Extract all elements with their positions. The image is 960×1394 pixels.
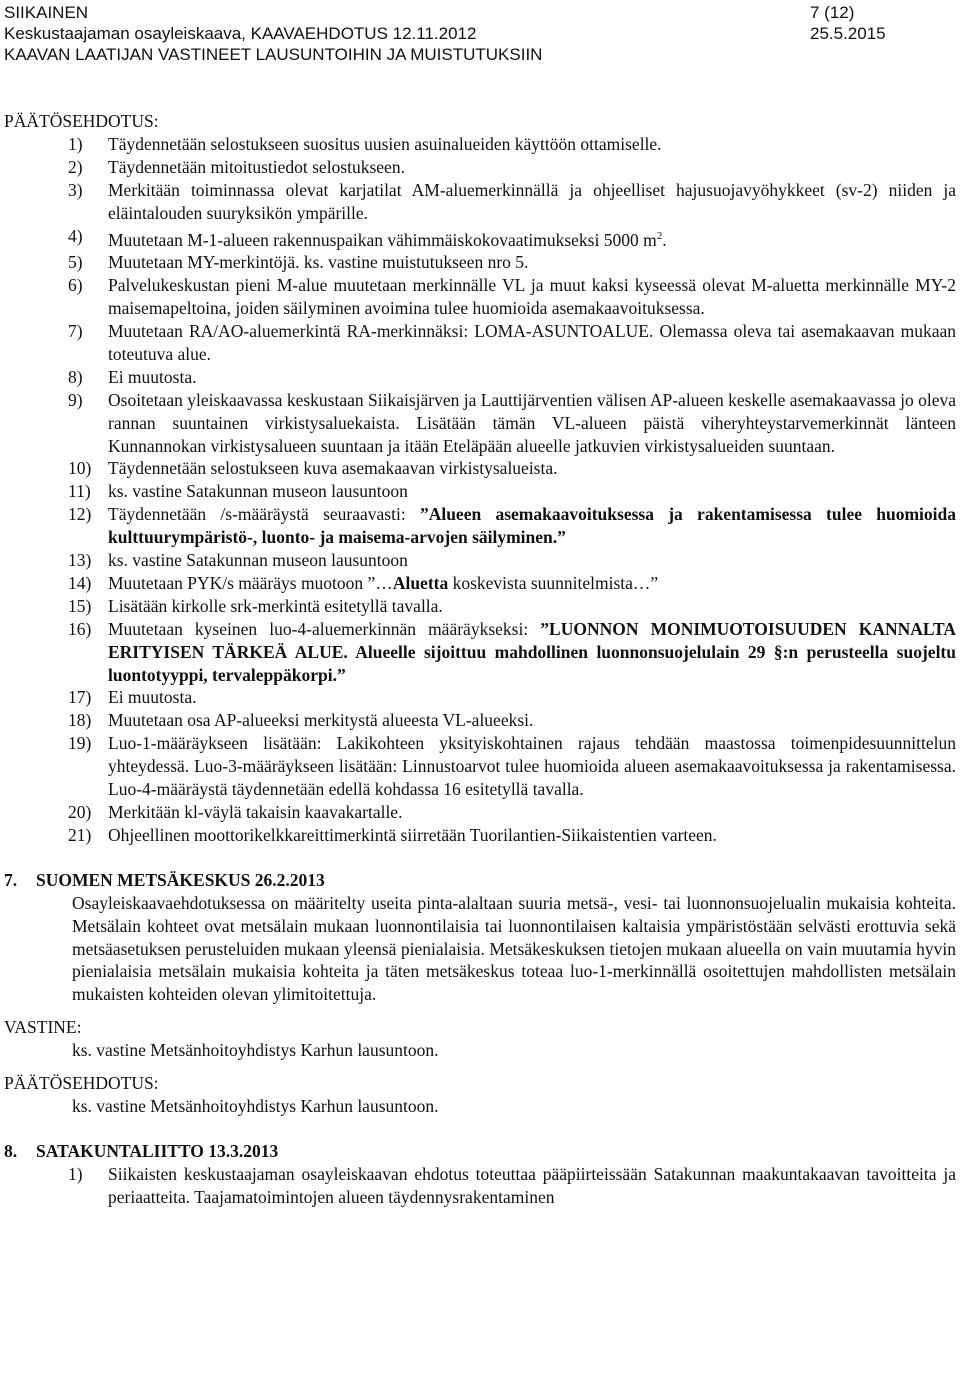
item-number: 17): [68, 687, 92, 708]
section-number: 7.: [4, 869, 18, 890]
item-number: 3): [68, 179, 83, 200]
list-item: [0, 457, 956, 480]
list-item: [0, 1163, 956, 1209]
item-text: Osoitetaan yleiskaavassa keskustaan Siikaisjärven ja Lauttijärventien välisen AP-alueen keskelle asemakaavassa jo oleva rannan suuntainen virkistysaluekaista. Lisätään tämän VL-alueen päistä viheryhteystarvemerkinnät länteen Kunnannokan virkistysalueen suuntaan ja itään Eteläpään alueelle jatkuvien virkistysalueiden suuntaan.: [108, 389, 956, 456]
header-org: SIIKAINEN: [4, 3, 89, 22]
item-number: 7): [68, 320, 83, 341]
item-number: 4): [68, 225, 83, 246]
list-item: [0, 389, 956, 458]
list-item: [0, 156, 956, 179]
item-text: Muutetaan RA/AO-aluemerkintä RA-merkinnäksi: LOMA-ASUNTOALUE. Olemassa oleva tai asemakaavan mukaan toteutuva alue.: [108, 320, 956, 364]
list-item: [0, 225, 956, 252]
document-body: [0, 110, 956, 1209]
item-superscript: 2: [656, 229, 663, 242]
header-doc-title: Keskustaajaman osayleiskaava, KAAVAEHDOTUS 12.11.2012: [4, 24, 477, 43]
item-number: 16): [68, 618, 92, 639]
item-text: Täydennetään selostukseen kuva asemakaavan virkistysalueista.: [108, 458, 558, 479]
list-item: [0, 709, 956, 732]
item-number: 13): [68, 550, 92, 571]
list-item: [0, 366, 956, 389]
item-text: Muutetaan osa AP-alueeksi merkitystä alueesta VL-alueeksi.: [108, 710, 534, 731]
item-text: Ei muutosta.: [108, 366, 197, 387]
item-text: ks. vastine Satakunnan museon lausuntoon: [108, 481, 408, 502]
section-title: SATAKUNTALIITTO 13.3.2013: [36, 1140, 279, 1161]
item-text: Muutetaan kyseinen luo-4-aluemerkinnän määräykseksi:: [108, 618, 541, 639]
item-number: 20): [68, 802, 92, 823]
item-emphasis: Aluetta: [392, 572, 449, 593]
item-text: Täydennetään /s-määräystä seuraavasti:: [108, 504, 420, 525]
list-item: [0, 133, 956, 156]
item-text: Muutetaan M-1-alueen rakennuspaikan vähimmäiskokovaatimukseksi 5000 m: [108, 229, 657, 250]
section-heading: [0, 1140, 956, 1163]
item-number: 21): [68, 824, 92, 845]
item-text: Lisätään kirkolle srk-merkintä esitetyllä tavalla.: [108, 595, 443, 616]
item-text: Merkitään kl-väylä takaisin kaavakartalle.: [108, 802, 403, 823]
page-header: [0, 0, 960, 64]
list-item: [0, 549, 956, 572]
decision-label: PÄÄTÖSEHDOTUS:: [4, 111, 159, 131]
item-number: 6): [68, 275, 83, 296]
header-page-number: 7 (12): [810, 3, 855, 22]
item-text: Muutetaan PYK/s määräys muotoon ”…: [108, 572, 393, 593]
list-item: [0, 503, 956, 549]
list-item: [0, 824, 956, 847]
item-number: 14): [68, 572, 92, 593]
decision-label: PÄÄTÖSEHDOTUS:: [4, 1073, 159, 1094]
item-text: Merkitään toiminnassa olevat karjatilat AM-aluemerkinnällä ja ohjeelliset hajusuojavyöhykkeet (sv-2) niiden ja eläintalouden suuryksikön ympärille.: [108, 179, 956, 223]
item-number: 5): [68, 252, 83, 273]
statement-list: [0, 1163, 956, 1209]
item-text: Luo-1-määräykseen lisätään: Lakikohteen yksityiskohtainen rajaus tehdään maastossa toimenpidesuunnittelun yhteydessä. Luo-3-määräykseen lisätään: Linnustoarvot tulee huomioida alueen asemakaavoituksessa ja rakentamisessa. Luo-4-määräystä täydennetään edellä kohdassa 16 esitetyllä tavalla.: [108, 733, 956, 800]
header-date: 25.5.2015: [810, 24, 886, 43]
item-number: 1): [68, 1163, 83, 1184]
item-text: Siikaisten keskustaajaman osayleiskaavan ehdotus toteuttaa pääpiirteissään Satakunnan maakuntakaavan tavoitteita ja periaatteita. Taajamatoimintojen alueen täydennysrakentaminen: [108, 1163, 956, 1207]
item-number: 19): [68, 733, 92, 754]
list-item: [0, 732, 956, 801]
item-text-tail: .: [662, 229, 667, 250]
list-item: [0, 251, 956, 274]
item-emphasis: ”LUONNON MONIMUOTOISUUDEN KANNALTA ERITYISEN TÄRKEÄ ALUE. Alueelle sijoittuu mahdollinen luonnonsuojelulain 29 §:n perusteella suojeltu luontotyyppi, tervaleppäkorpi.”: [108, 618, 956, 685]
section-title: SUOMEN METSÄKESKUS 26.2.2013: [36, 869, 325, 890]
section-heading: [0, 869, 956, 892]
item-text: Ohjeellinen moottorikelkkareittimerkintä siirretään Tuorilantien-Siikaistentien varteen.: [108, 824, 717, 845]
item-text: ks. vastine Satakunnan museon lausuntoon: [108, 550, 408, 571]
list-item: [0, 179, 956, 225]
item-emphasis: ”Alueen asemakaavoituksessa ja rakentamisessa tulee huomioida kulttuurympäristö-, luonto- ja maisema-arvojen säilyminen.”: [108, 504, 956, 548]
section-body: Osayleiskaavaehdotuksessa on määritelty useita pinta-alaltaan suuria metsä-, vesi- tai luonnonsuojelualin mukaisia kohteita. Metsälain kohteet ovat metsälain mukaan luonnontilaisia tai luonnontilaisen kaltaisia ympäristöstään selvästi erottuvia sekä metsäasetuksen perusteluiden mukaan yleensä pienialaisia. Metsäkeskuksen tietojen mukaan alueella on vain muutamia hyvin pienialaisia metsälain mukaisia kohteita ja täten metsäkeskus toteaa luo-1-merkinnällä osoitettujen mahdollisten metsälain mukaisten kohteiden olevan ylimitoitettuja.: [72, 892, 956, 1005]
header-subtitle: KAAVAN LAATIJAN VASTINEET LAUSUNTOIHIN JA MUISTUTUKSIIN: [4, 45, 543, 64]
item-number: 2): [68, 156, 83, 177]
list-item: [0, 618, 956, 687]
item-text: Palvelukeskustan pieni M-alue muutetaan merkinnälle VL ja muut kaksi kyseessä olevat M-aluetta merkinnälle MY-2 maisemapeltoina, joiden säilyminen avoimina tulee huomioida asemakaavoituksessa.: [108, 275, 956, 319]
section-number: 8.: [4, 1140, 18, 1161]
list-item: [0, 686, 956, 709]
item-number: 10): [68, 458, 92, 479]
list-item: [0, 595, 956, 618]
response-text: ks. vastine Metsänhoitoyhdistys Karhun lausuntoon.: [72, 1040, 439, 1061]
decision-list: [0, 133, 956, 847]
item-number: 18): [68, 710, 92, 731]
list-item: [0, 572, 956, 595]
response-label: VASTINE:: [4, 1017, 82, 1038]
item-number: 15): [68, 595, 92, 616]
item-text: Täydennetään mitoitustiedot selostukseen.: [108, 156, 405, 177]
item-number: 8): [68, 366, 83, 387]
item-text: Täydennetään selostukseen suositus uusien asuinalueiden käyttöön ottamiselle.: [108, 133, 662, 154]
item-text: Ei muutosta.: [108, 687, 197, 708]
item-number: 12): [68, 504, 92, 525]
list-item: [0, 320, 956, 366]
item-text-tail: koskevista suunnitelmista…”: [448, 572, 659, 593]
list-item: [0, 801, 956, 824]
item-number: 11): [68, 481, 91, 502]
list-item: [0, 480, 956, 503]
list-item: [0, 274, 956, 320]
item-text: Muutetaan MY-merkintöjä. ks. vastine muistutukseen nro 5.: [108, 252, 529, 273]
item-number: 9): [68, 389, 83, 410]
decision-text: ks. vastine Metsänhoitoyhdistys Karhun lausuntoon.: [72, 1095, 439, 1116]
item-number: 1): [68, 133, 83, 154]
